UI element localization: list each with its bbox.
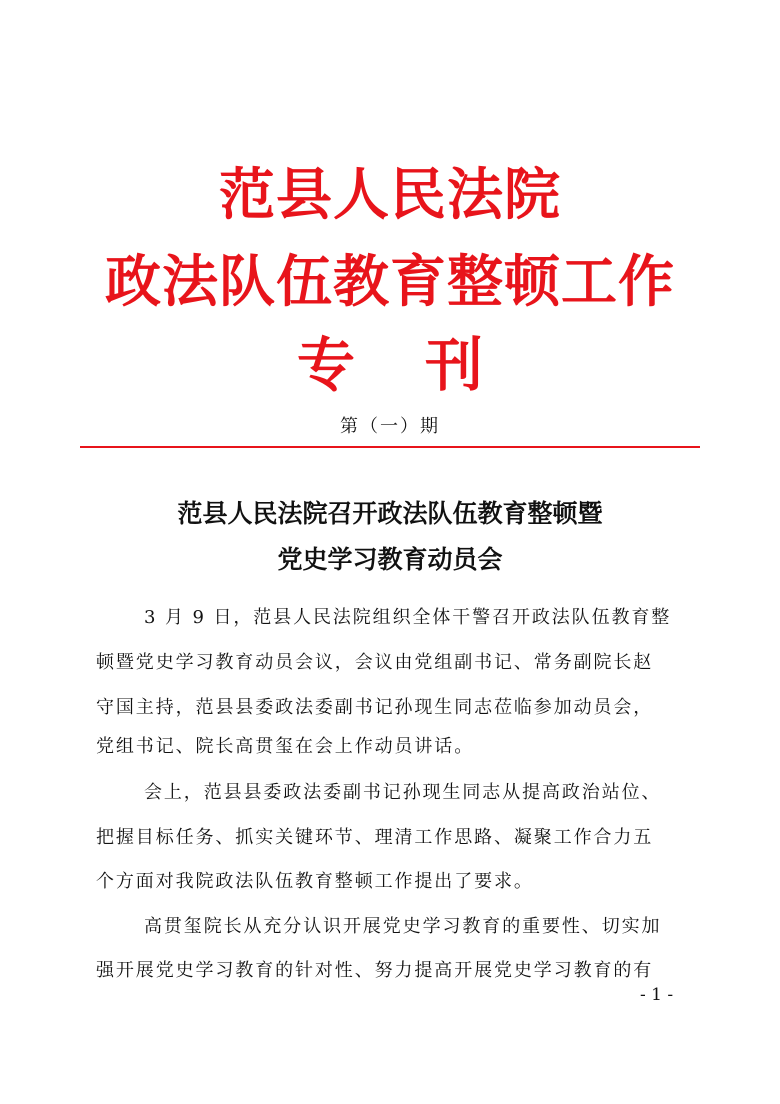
article-title-line-2: 党史学习教育动员会 [277, 545, 503, 574]
page-number: - 1 - [640, 985, 674, 1005]
issue-number: 第（一）期 [340, 416, 440, 437]
body-line: 守国主持，范县县委政法委副书记孙现生同志莅临参加动员会， [96, 697, 654, 718]
masthead-special-issue [0, 331, 780, 399]
body-line: 党组书记、院长高贯玺在会上作动员讲话。 [96, 736, 475, 757]
red-divider [80, 446, 700, 448]
article-title-line-1: 范县人民法院召开政法队伍教育整顿暨 [177, 499, 603, 528]
body-line: 强开展党史学习教育的针对性、努力提高开展党史学习教育的有 [96, 960, 654, 981]
body-line: 把握目标任务、抓实关键环节、理清工作思路、凝聚工作合力五 [96, 827, 654, 848]
masthead-subtitle: 政法队伍教育整顿工作 [105, 249, 675, 315]
masthead-special-char-1: 专 [296, 331, 355, 399]
body-line: 个方面对我院政法队伍教育整顿工作提出了要求。 [96, 871, 534, 892]
body-line: 高贯玺院长从充分认识开展党史学习教育的重要性、切实加 [144, 916, 662, 937]
body-line: 会上，范县县委政法委副书记孙现生同志从提高政治站位、 [144, 782, 662, 803]
masthead-court-name: 范县人民法院 [219, 162, 561, 228]
body-line: 顿暨党史学习教育动员会议，会议由党组副书记、常务副院长赵 [96, 652, 654, 673]
masthead-special-char-2: 刊 [425, 331, 484, 399]
body-line: 3 月 9 日，范县人民法院组织全体干警召开政法队伍教育整 [144, 607, 672, 628]
